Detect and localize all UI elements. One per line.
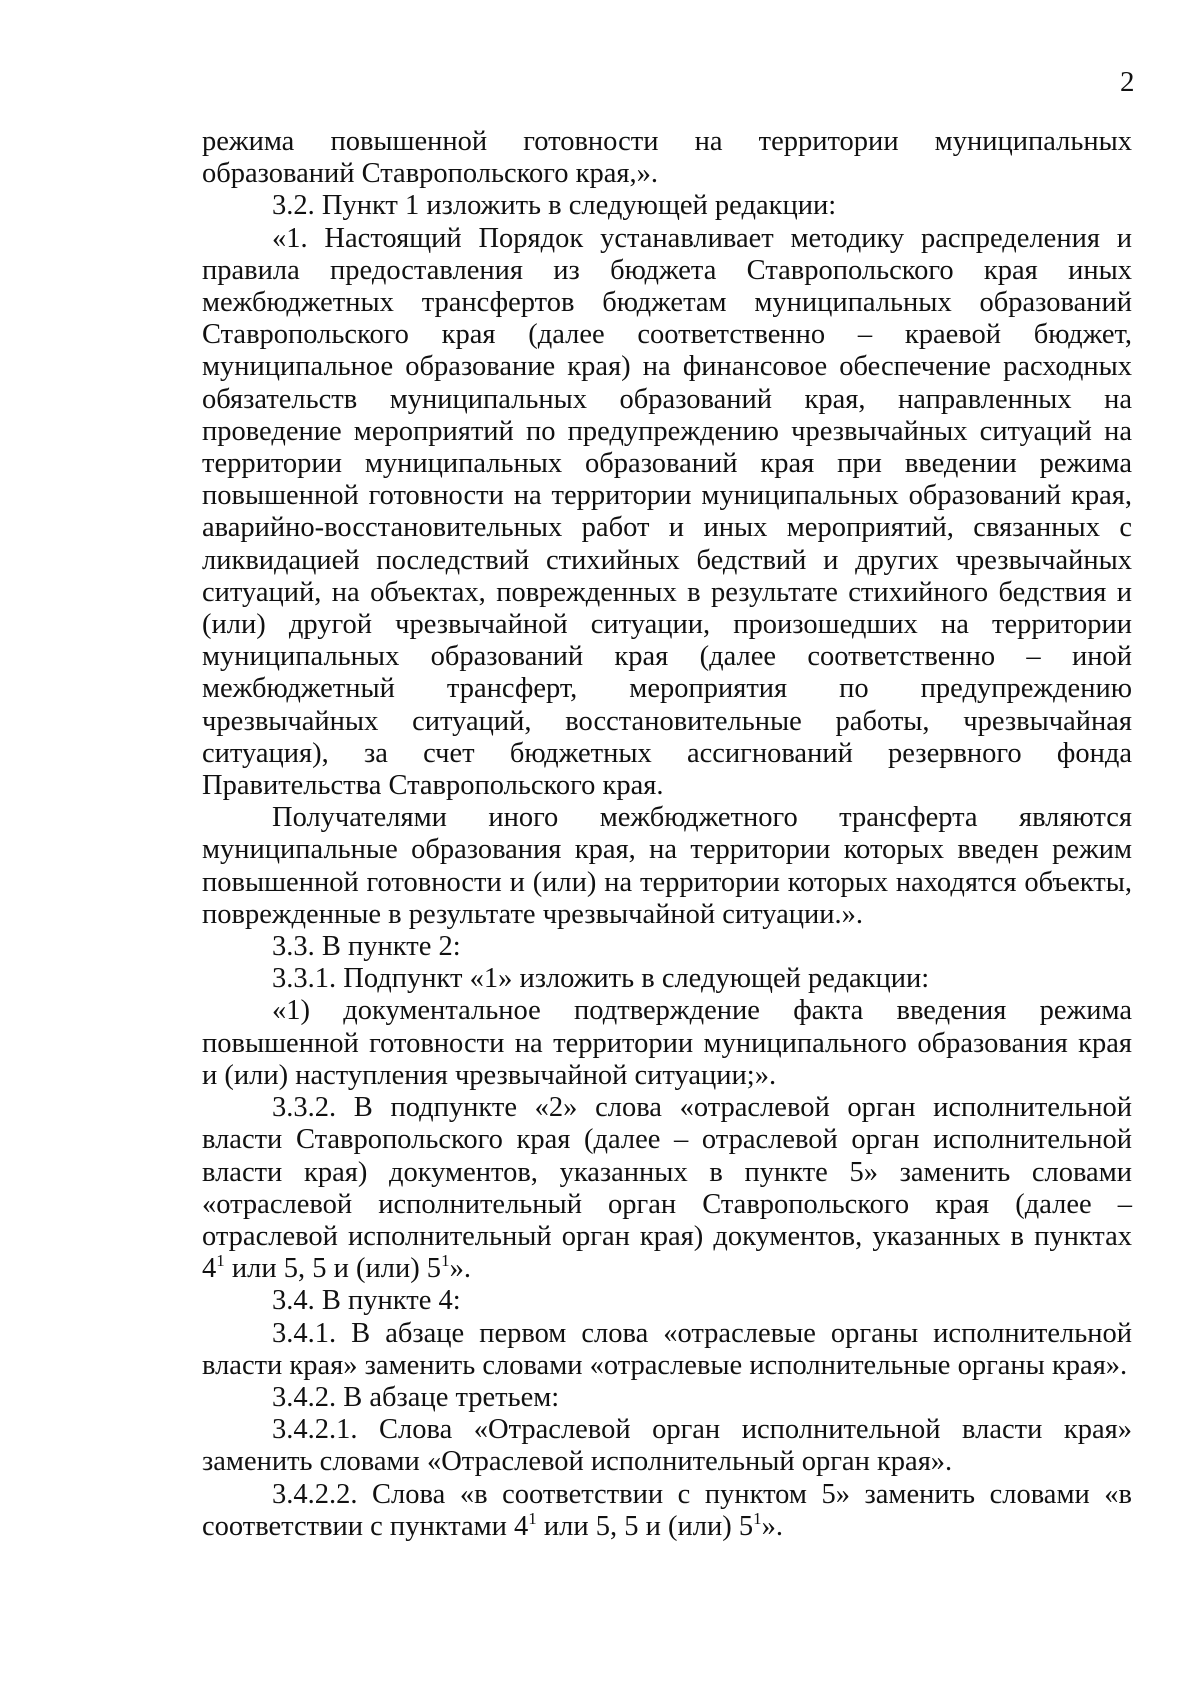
paragraph-text: ». <box>761 1510 783 1542</box>
document-body <box>202 126 1132 1543</box>
paragraph-text: 3.3.1. Подпункт «1» изложить в следующей редакции: <box>272 963 930 995</box>
page-number: 2 <box>1120 66 1135 98</box>
paragraph-text: 3.2. Пункт 1 изложить в следующей редакции: <box>272 190 837 222</box>
superscript: 1 <box>753 1508 762 1528</box>
paragraph <box>202 995 1132 1092</box>
paragraph <box>202 1318 1132 1382</box>
paragraph-text: «1. Настоящий Порядок устанавливает методику распределения и правила предоставления из бюджета Ставропольского края иных межбюджетных трансфертов бюджетам муниципальных образований Ставропольского края (далее соответственно – краевой бюджет, муниципальное образование края) на финансовое обеспечение расходных обязательств муниципальных образований края, направленных на проведение мероприятий по предупреждению чрезвычайных ситуаций на территории муниципальных образований края при введении режима повышенной готовности на территории муниципальных образований края, аварийно-восстановительных работ и иных мероприятий, связанных с ликвидацией последствий стихийных бедствий и других чрезвычайных ситуаций, на объектах, поврежденных в результате стихийного бедствия и (или) другой чрезвычайной ситуации, произошедших на территории муниципальных образований края (далее соответственно – иной межбюджетный трансферт, мероприятия по предупреждению чрезвычайных ситуаций, восстановительные работы, чрезвычайная ситуация), за счет бюджетных ассигнований резервного фонда Правительства Ставропольского края. <box>202 222 1132 802</box>
paragraph-text: 3.3. В пункте 2: <box>272 931 461 963</box>
paragraph-text: 3.4.2.2. Слова «в соответствии с пунктом 5» заменить словами «в соответствии с пунктами 4 <box>202 1478 1132 1542</box>
paragraph-text: «1) документальное подтверждение факта введения режима повышенной готовности на территории муниципального образования края и (или) наступления чрезвычайной ситуации;». <box>202 995 1132 1091</box>
paragraph <box>202 126 1132 190</box>
paragraph-text: 3.4. В пункте 4: <box>272 1285 461 1317</box>
paragraph-text: режима повышенной готовности на территории муниципальных образований Ставропольского края,». <box>202 126 1132 190</box>
paragraph-text: ». <box>449 1253 471 1285</box>
paragraph <box>202 1382 1132 1414</box>
paragraph-text: или 5, 5 и (или) 5 <box>536 1510 754 1542</box>
paragraph-text: 3.3.2. В подпункте «2» слова «отраслевой орган исполнительной власти Ставропольского края (далее – отраслевой орган исполнительной власти края) документов, указанных в пункте 5» заменить словами «отраслевой исполнительный орган Ставропольского края (далее – отраслевой исполнительный орган края) документов, указанных в пунктах 4 <box>202 1092 1132 1285</box>
paragraph-text: 3.4.2. В абзаце третьем: <box>272 1381 560 1413</box>
paragraph-text: Получателями иного межбюджетного трансферта являются муниципальные образования края, на территории которых введен режим повышенной готовности и (или) на территории которых находятся объекты, поврежденные в результате чрезвычайной ситуации.». <box>202 802 1132 930</box>
superscript: 1 <box>216 1251 225 1271</box>
paragraph <box>202 190 1132 222</box>
paragraph <box>202 223 1132 803</box>
superscript: 1 <box>528 1508 537 1528</box>
paragraph <box>202 963 1132 995</box>
paragraph <box>202 1479 1132 1543</box>
paragraph-text: 3.4.2.1. Слова «Отраслевой орган исполнительной власти края» заменить словами «Отраслевой исполнительный орган края». <box>202 1414 1132 1478</box>
paragraph <box>202 1414 1132 1478</box>
paragraph <box>202 1092 1132 1285</box>
superscript: 1 <box>441 1251 450 1271</box>
paragraph <box>202 931 1132 963</box>
paragraph-text: или 5, 5 и (или) 5 <box>224 1253 442 1285</box>
paragraph <box>202 1285 1132 1317</box>
paragraph-text: 3.4.1. В абзаце первом слова «отраслевые органы исполнительной власти края» заменить словами «отраслевые исполнительные органы края». <box>202 1317 1132 1381</box>
paragraph <box>202 802 1132 931</box>
